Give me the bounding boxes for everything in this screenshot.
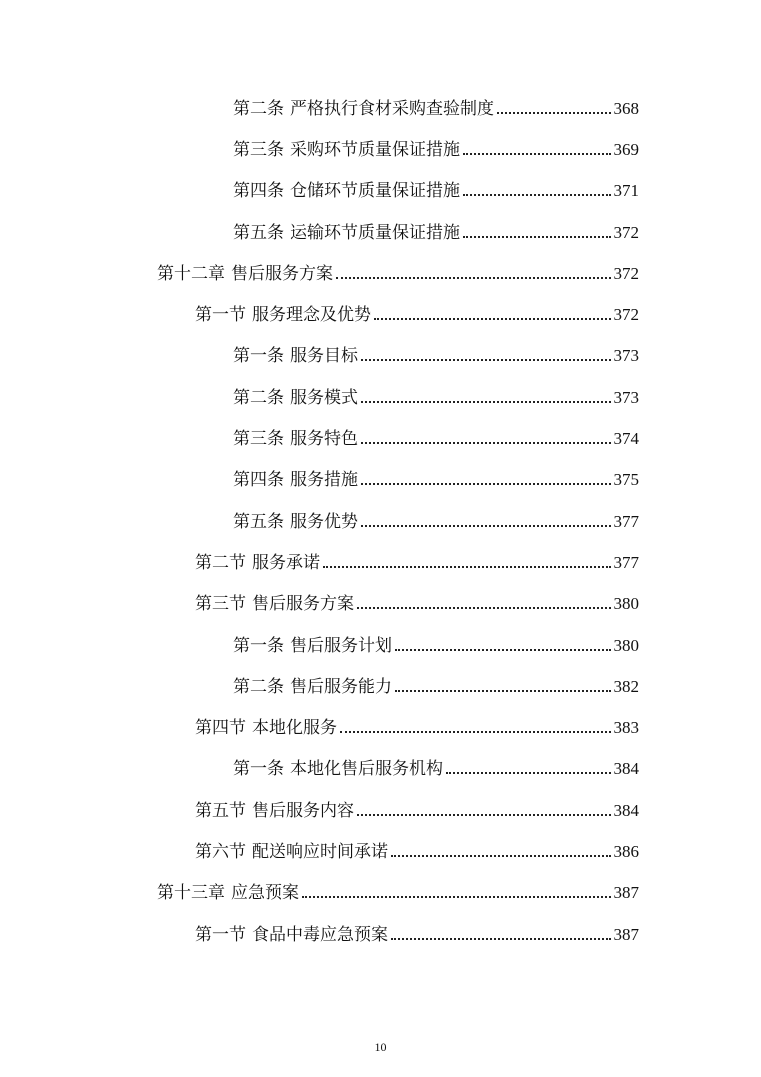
dot-leader — [361, 359, 611, 361]
dot-leader — [463, 194, 611, 196]
toc-entry-number: 第四条 — [233, 470, 284, 491]
toc-entry[interactable] — [0, 749, 761, 790]
toc-entry-title: 售后服务能力 — [290, 676, 392, 697]
toc-entry[interactable] — [0, 625, 761, 666]
toc-entry-title: 服务承诺 — [252, 552, 320, 573]
toc-entry-page: 380 — [613, 635, 639, 655]
toc-entry-number: 第二条 — [233, 387, 284, 408]
toc-entry-line — [233, 677, 761, 697]
toc-entry-number: 第二节 — [195, 552, 246, 573]
toc-entry-page: 387 — [613, 883, 639, 903]
dot-leader — [374, 318, 611, 320]
toc-entry-line — [233, 388, 761, 408]
toc-entry-line — [233, 429, 761, 449]
toc-entry-title: 配送响应时间承诺 — [252, 841, 388, 862]
toc-entry-page: 373 — [613, 387, 639, 407]
toc-entry-line — [233, 99, 761, 119]
toc-entry-page: 368 — [613, 98, 639, 118]
dot-leader — [463, 153, 611, 155]
toc-entry-page: 384 — [613, 759, 639, 779]
toc-entry-page: 387 — [613, 924, 639, 944]
toc-entry-number: 第一节 — [195, 305, 246, 326]
toc-entry-line — [233, 223, 761, 243]
toc-entry-title: 售后服务内容 — [252, 800, 354, 821]
toc-entry[interactable] — [0, 584, 761, 625]
toc-entry-title: 服务优势 — [290, 511, 358, 532]
toc-entry-line — [157, 883, 761, 903]
toc-entry[interactable] — [0, 88, 761, 129]
toc-entry-page: 386 — [613, 841, 639, 861]
toc-entry-line — [233, 346, 761, 366]
toc-entry-line — [233, 470, 761, 490]
toc-entry-title: 严格执行食材采购查验制度 — [290, 98, 494, 119]
dot-leader — [395, 649, 611, 651]
dot-leader — [391, 938, 611, 940]
dot-leader — [336, 277, 611, 279]
toc-entry-line — [195, 925, 761, 945]
dot-leader — [357, 814, 611, 816]
toc-entry[interactable] — [0, 171, 761, 212]
toc-entry-number: 第二条 — [233, 676, 284, 697]
toc-entry-number: 第三节 — [195, 594, 246, 615]
dot-leader — [361, 442, 611, 444]
toc-entry-line — [157, 264, 761, 284]
toc-entry-page: 380 — [613, 594, 639, 614]
toc-entry-page: 369 — [613, 139, 639, 159]
toc-entry-number: 第一条 — [233, 635, 284, 656]
toc-entry-page: 373 — [613, 346, 639, 366]
toc-entry-number: 第三条 — [233, 139, 284, 160]
toc-entry-page: 371 — [613, 181, 639, 201]
toc-entry-title: 服务理念及优势 — [252, 305, 371, 326]
toc-entry-title: 采购环节质量保证措施 — [290, 139, 460, 160]
toc-entry-number: 第三条 — [233, 429, 284, 450]
toc-entry-title: 售后服务计划 — [290, 635, 392, 656]
toc-entry[interactable] — [0, 501, 761, 542]
toc-entry[interactable] — [0, 336, 761, 377]
toc-entry-line — [233, 181, 761, 201]
toc-entry[interactable] — [0, 873, 761, 914]
toc-entry-line — [233, 140, 761, 160]
toc-entry-page: 377 — [613, 511, 639, 531]
toc-entry-line — [233, 512, 761, 532]
toc-entry[interactable] — [0, 129, 761, 170]
dot-leader — [391, 855, 611, 857]
toc-entry-page: 382 — [613, 676, 639, 696]
toc-entry-number: 第二条 — [233, 98, 284, 119]
toc-entry-number: 第十三章 — [157, 883, 225, 904]
toc-entry-number: 第一条 — [233, 759, 284, 780]
dot-leader — [302, 896, 611, 898]
dot-leader — [446, 772, 611, 774]
toc-entry[interactable] — [0, 790, 761, 831]
toc-entry[interactable] — [0, 707, 761, 748]
toc-entry-page: 372 — [613, 263, 639, 283]
toc-entry[interactable] — [0, 831, 761, 872]
toc-entry-line — [195, 305, 761, 325]
toc-entry-title: 服务模式 — [290, 387, 358, 408]
toc-entry[interactable] — [0, 212, 761, 253]
dot-leader — [361, 483, 611, 485]
toc-entry-title: 运输环节质量保证措施 — [290, 222, 460, 243]
dot-leader — [463, 236, 611, 238]
toc-entry-number: 第十二章 — [157, 263, 225, 284]
toc-entry-title: 本地化服务 — [252, 718, 337, 739]
toc-entry[interactable] — [0, 914, 761, 955]
toc-entry-line — [195, 594, 761, 614]
page-number: 10 — [374, 1040, 387, 1054]
toc-entry-number: 第四节 — [195, 718, 246, 739]
dot-leader — [323, 566, 611, 568]
toc-entry-number: 第六节 — [195, 841, 246, 862]
dot-leader — [497, 112, 611, 114]
toc-entry-number: 第五条 — [233, 511, 284, 532]
dot-leader — [361, 525, 611, 527]
toc-entry[interactable] — [0, 418, 761, 459]
toc-entry-number: 第四条 — [233, 181, 284, 202]
dot-leader — [357, 607, 611, 609]
toc-entry-page: 372 — [613, 305, 639, 325]
toc-entry-page: 383 — [613, 718, 639, 738]
toc-entry-page: 375 — [613, 470, 639, 490]
toc-entry-number: 第五条 — [233, 222, 284, 243]
toc-entry[interactable] — [0, 666, 761, 707]
toc-entry-title: 本地化售后服务机构 — [290, 759, 443, 780]
toc-entry-page: 374 — [613, 429, 639, 449]
toc-entry-line — [195, 842, 761, 862]
toc-entry-title: 食品中毒应急预案 — [252, 924, 388, 945]
toc-entry-line — [195, 801, 761, 821]
toc-entry-title: 仓储环节质量保证措施 — [290, 181, 460, 202]
toc-entry-page: 384 — [613, 800, 639, 820]
toc-entry-title: 服务特色 — [290, 429, 358, 450]
toc-entry[interactable] — [0, 542, 761, 583]
toc-entry-page: 372 — [613, 222, 639, 242]
toc-entry-title: 售后服务方案 — [252, 594, 354, 615]
toc-entry-line — [195, 718, 761, 738]
toc-entry-number: 第一节 — [195, 924, 246, 945]
toc-entry-title: 服务目标 — [290, 346, 358, 367]
dot-leader — [395, 690, 611, 692]
table-of-contents — [0, 88, 761, 955]
toc-entry-title: 售后服务方案 — [231, 263, 333, 284]
dot-leader — [361, 401, 611, 403]
toc-entry-number: 第五节 — [195, 800, 246, 821]
toc-entry-line — [233, 759, 761, 779]
toc-entry[interactable] — [0, 294, 761, 335]
toc-entry-number: 第一条 — [233, 346, 284, 367]
toc-entry[interactable] — [0, 253, 761, 294]
toc-entry-title: 应急预案 — [231, 883, 299, 904]
toc-entry[interactable] — [0, 460, 761, 501]
toc-entry[interactable] — [0, 377, 761, 418]
toc-entry-line — [195, 553, 761, 573]
dot-leader — [340, 731, 611, 733]
toc-entry-line — [233, 636, 761, 656]
toc-entry-page: 377 — [613, 552, 639, 572]
toc-entry-title: 服务措施 — [290, 470, 358, 491]
